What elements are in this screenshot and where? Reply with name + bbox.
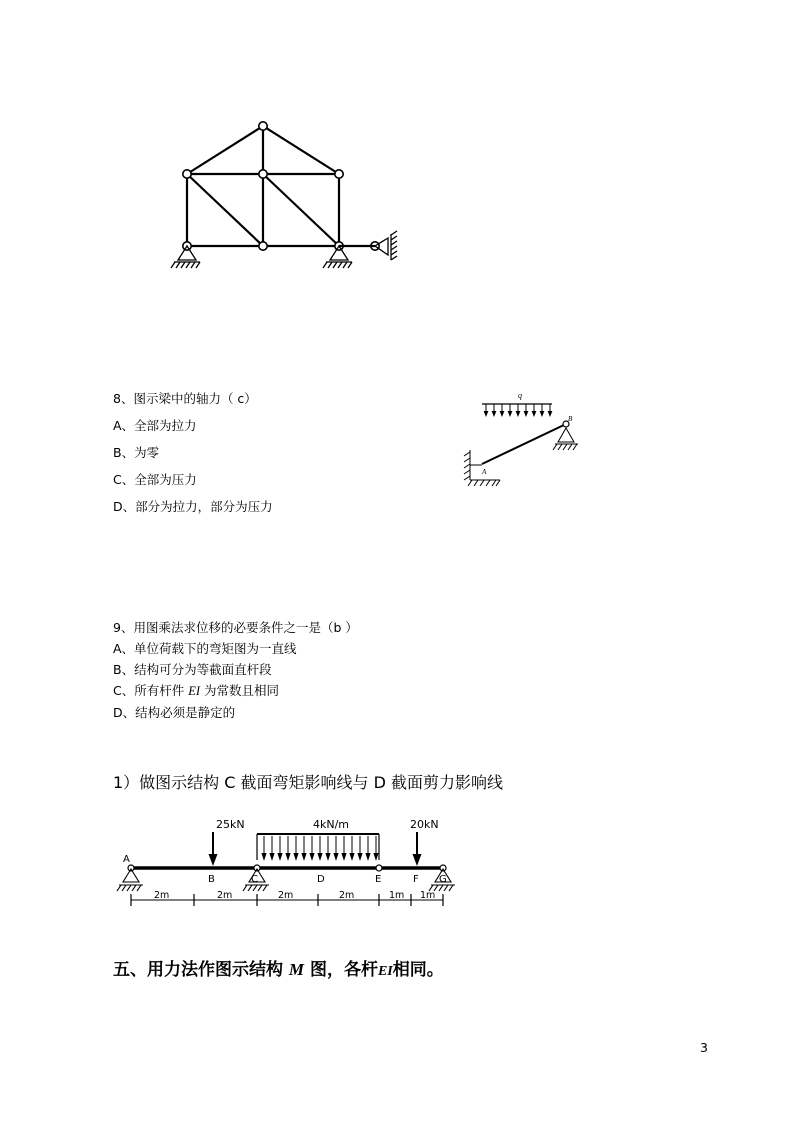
truss-structure-diagram: [150, 110, 410, 290]
node-label-a: A: [123, 854, 130, 865]
node-label-d: D: [317, 874, 325, 885]
point-load-label-20kn: 20kN: [410, 818, 439, 831]
m-diagram-symbol: M: [288, 960, 305, 979]
question-9-option-d: D、结构必须是静定的: [113, 705, 236, 720]
dimension-2: 2m: [217, 890, 233, 901]
node-label-e: E: [375, 874, 382, 885]
load-label-q: q: [518, 391, 522, 400]
node-label-f: F: [413, 874, 419, 885]
question-8-block: [113, 385, 443, 520]
section-five-heading: [113, 955, 444, 980]
question-9-option-b: B、结构可分为等截面直杆段: [113, 662, 272, 677]
page-number: 3: [700, 1040, 708, 1055]
node-label-c: C: [251, 874, 258, 885]
question-9-option-a: A、单位荷载下的弯矩图为一直线: [113, 641, 297, 656]
option-c-ei-symbol: EI: [188, 684, 201, 698]
inclined-beam-diagram: [460, 388, 600, 493]
question-8-option-a: A、全部为拉力: [113, 418, 197, 433]
node-label-g: G: [439, 874, 447, 885]
question-9-stem: 9、用图乘法求位移的必要条件之一是（b ）: [113, 620, 358, 635]
option-c-suffix: 为常数且相同: [200, 683, 279, 698]
dimension-5: 1m: [389, 890, 405, 901]
question-9-option-c: [113, 680, 513, 702]
section-five-prefix: 五、用力法作图示结构: [113, 960, 289, 980]
dimension-3: 2m: [278, 890, 294, 901]
node-label-b: B: [208, 874, 215, 885]
ei-symbol: EI: [377, 964, 393, 979]
dimension-4: 2m: [339, 890, 355, 901]
point-load-label-25kn: 25kN: [216, 818, 245, 831]
section-five-suffix: 相同。: [392, 960, 444, 980]
dimension-1: 2m: [154, 890, 170, 901]
node-label-a: A: [482, 468, 487, 476]
option-c-prefix: C、所有杆件: [113, 683, 189, 698]
question-8-option-c: C、全部为压力: [113, 472, 197, 487]
question-8-option-b: B、为零: [113, 445, 160, 460]
influence-line-beam-diagram: [113, 812, 553, 922]
question-8-option-d: D、部分为拉力，部分为压力: [113, 499, 273, 514]
question-9-block: [113, 617, 513, 723]
question-8-stem: 8、图示梁中的轴力（ c）: [113, 391, 257, 406]
question-1-stem: 1）做图示结构 C 截面弯矩影响线与 D 截面剪力影响线: [113, 773, 504, 792]
dimension-6: 1m: [420, 890, 436, 901]
node-label-b: B: [568, 415, 573, 423]
distributed-load-label: 4kN/m: [313, 818, 350, 831]
section-five-middle: 图，各杆: [304, 960, 378, 980]
